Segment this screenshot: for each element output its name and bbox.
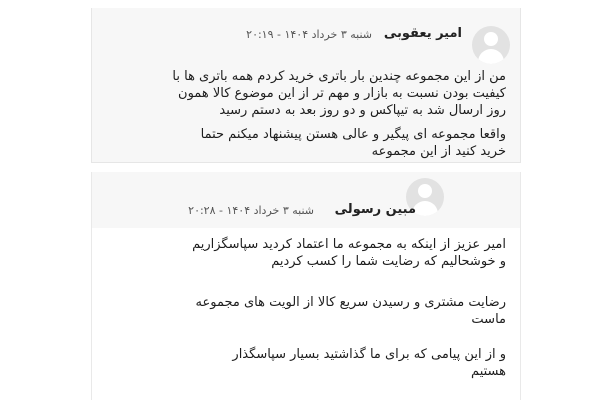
comment-date: شنبه ۳ خرداد ۱۴۰۴ - ۲۰:۲۸: [188, 204, 314, 217]
comment-text-line: واقعا مجموعه ای پیگیر و عالی هستن پیشنهاد میکنم حتما: [200, 127, 506, 142]
comment-paragraph: [104, 236, 506, 270]
comment-paragraph: [104, 346, 506, 380]
comment-text-line: رضایت مشتری و رسیدن سریع کالا از الویت های مجموعه: [195, 295, 506, 310]
comment-card: [91, 172, 521, 400]
comment-paragraph: [104, 68, 506, 119]
comment-date: شنبه ۳ خرداد ۱۴۰۴ - ۲۰:۱۹: [246, 28, 372, 41]
comment-header: [92, 172, 520, 228]
comment-text-line: کیفیت بودن نسبت به بازار و مهم تر از این موضوع کالا همون: [178, 86, 506, 101]
comment-text-line: خرید کنید از این مجموعه: [371, 144, 506, 159]
user-avatar-icon: [472, 26, 510, 64]
comment-author: امیر یعقوبی: [383, 26, 462, 41]
comment-text-line: من از این مجموعه چندین بار باتری خرید کردم همه باتری ها با: [172, 69, 506, 84]
comment-text-line: ماست: [471, 312, 506, 327]
comment-text-line: امیر عزیز از اینکه به مجموعه ما اعتماد کردید سپاسگزاریم: [192, 237, 506, 252]
comment-text-line: و خوشحالیم که رضایت شما را کسب کردیم: [271, 254, 506, 269]
comment-text-line: هستیم: [471, 364, 506, 379]
comment-text-line: و از این پیامی که برای ما گذاشتید بسیار سپاسگذار: [232, 347, 506, 362]
comment-text-line: روز ارسال شد به تیپاکس و دو روز بعد به دستم رسید: [219, 103, 506, 118]
comment-paragraph: [104, 126, 506, 160]
comment-author: مبین رسولی: [334, 202, 416, 217]
comment-paragraph: [104, 294, 506, 328]
comment-card: [91, 8, 521, 163]
